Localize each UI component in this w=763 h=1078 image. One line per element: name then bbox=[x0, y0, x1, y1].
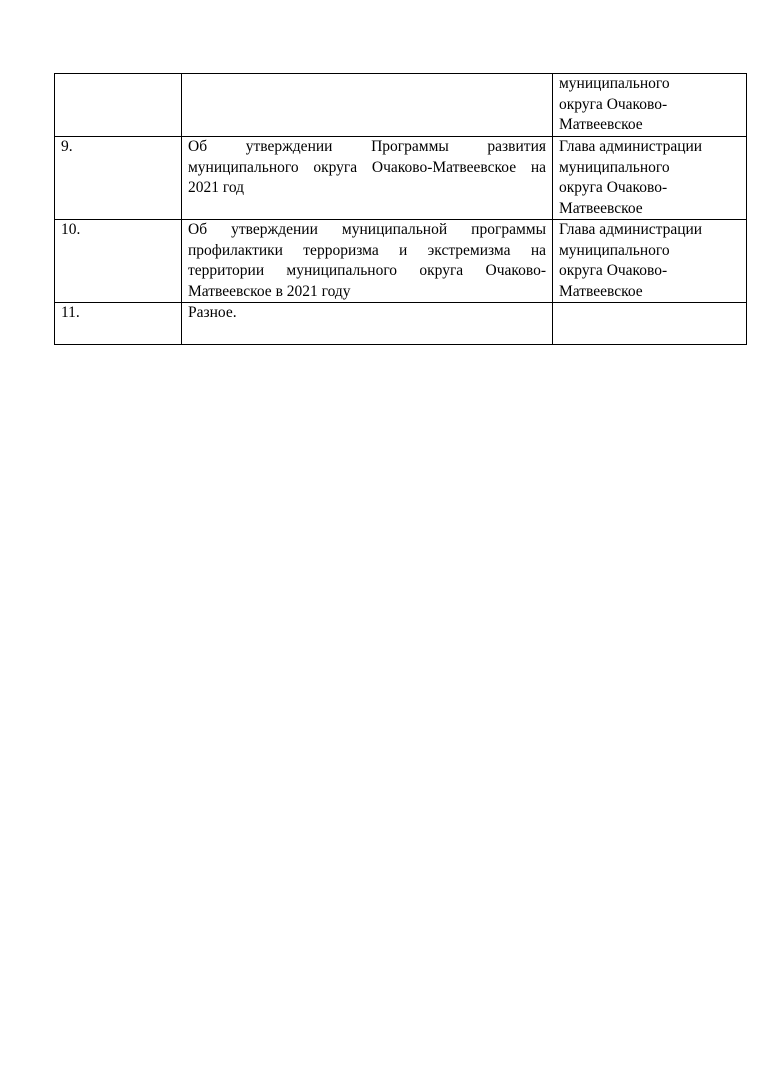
row-topic: Об утверждении муниципальной программы профилактики терроризма и экстремизма на территории муниципального округа Очаково-Матвеевское в 2021 году bbox=[188, 221, 546, 300]
row-topic-cell bbox=[182, 220, 553, 303]
row-topic-cell bbox=[182, 303, 553, 345]
row-number-cell bbox=[55, 220, 182, 303]
row-number-cell bbox=[55, 137, 182, 220]
table-row bbox=[55, 220, 747, 303]
row-topic-cell bbox=[182, 74, 553, 137]
table-row bbox=[55, 137, 747, 220]
row-topic: Об утверждении Программы развития муниципального округа Очаково-Матвеевское на 2021 год bbox=[188, 138, 546, 196]
agenda-table bbox=[54, 73, 747, 345]
row-number: 9. bbox=[61, 138, 73, 155]
table-row bbox=[55, 74, 747, 137]
row-responsible-cell bbox=[553, 303, 747, 345]
row-number: 10. bbox=[61, 221, 81, 238]
row-responsible: муниципального округа Очаково- Матвеевское bbox=[559, 75, 670, 133]
row-number: 11. bbox=[61, 304, 80, 321]
row-topic-cell bbox=[182, 137, 553, 220]
row-responsible-cell bbox=[553, 74, 747, 137]
row-responsible-cell bbox=[553, 220, 747, 303]
table-row bbox=[55, 303, 747, 345]
row-responsible: Глава администрации муниципального округа Очаково- Матвеевское bbox=[559, 138, 703, 217]
row-responsible-cell bbox=[553, 137, 747, 220]
row-responsible: Глава администрации муниципального округа Очаково- Матвеевское bbox=[559, 221, 703, 300]
row-topic: Разное. bbox=[188, 304, 237, 321]
row-number-cell bbox=[55, 74, 182, 137]
row-number-cell bbox=[55, 303, 182, 345]
